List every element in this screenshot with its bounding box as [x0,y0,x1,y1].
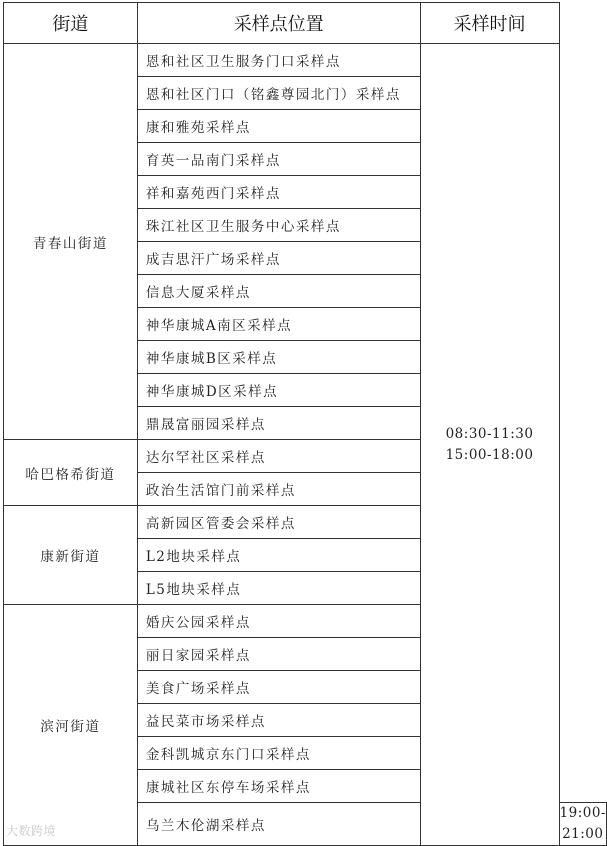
location-cell: 美食广场采样点 [137,671,420,704]
location-cell: 丽日家园采样点 [137,638,420,671]
street-cell: 青春山街道 [4,44,138,440]
header-time: 采样时间 [420,3,559,44]
location-cell: 政治生活馆门前采样点 [137,473,420,506]
location-cell: 神华康城A南区采样点 [137,308,420,341]
location-cell: 乌兰木伦湖采样点 [137,803,420,846]
location-cell: 金科凯城京东门口采样点 [137,737,420,770]
location-cell: 信息大厦采样点 [137,275,420,308]
street-cell: 滨河街道 [4,605,138,846]
location-cell: 达尔罕社区采样点 [137,440,420,473]
location-cell: 珠江社区卫生服务中心采样点 [137,209,420,242]
location-cell: L2地块采样点 [137,539,420,572]
location-cell: 祥和嘉苑西门采样点 [137,176,420,209]
location-cell: 康和雅苑采样点 [137,110,420,143]
location-cell: 神华康城B区采样点 [137,341,420,374]
time-line-1: 08:30-11:30 [445,425,534,442]
location-cell: 高新园区管委会采样点 [137,506,420,539]
table-row [4,44,607,77]
header-location: 采样点位置 [137,3,420,44]
location-cell: 鼎晟富丽园采样点 [137,407,420,440]
location-cell: 恩和社区门口（铭鑫尊园北门）采样点 [137,77,420,110]
time-line-2: 15:00-18:00 [445,446,534,463]
location-cell: L5地块采样点 [137,572,420,605]
street-cell: 哈巴格希街道 [4,440,138,506]
street-cell: 康新街道 [4,506,138,605]
location-cell: 恩和社区卫生服务门口采样点 [137,44,420,77]
location-cell: 育英一品南门采样点 [137,143,420,176]
location-cell: 神华康城D区采样点 [137,374,420,407]
watermark: 大数跨境 [6,824,57,838]
header-street: 街道 [4,3,138,44]
location-cell: 康城社区东停车场采样点 [137,770,420,803]
sampling-sites-table [3,2,607,846]
table-header-row [4,3,607,44]
location-cell: 婚庆公园采样点 [137,605,420,638]
location-cell: 益民菜市场采样点 [137,704,420,737]
location-cell: 成吉思汗广场采样点 [137,242,420,275]
time-cell-last: 19:00-21:00 [559,803,606,846]
time-cell [420,44,559,846]
